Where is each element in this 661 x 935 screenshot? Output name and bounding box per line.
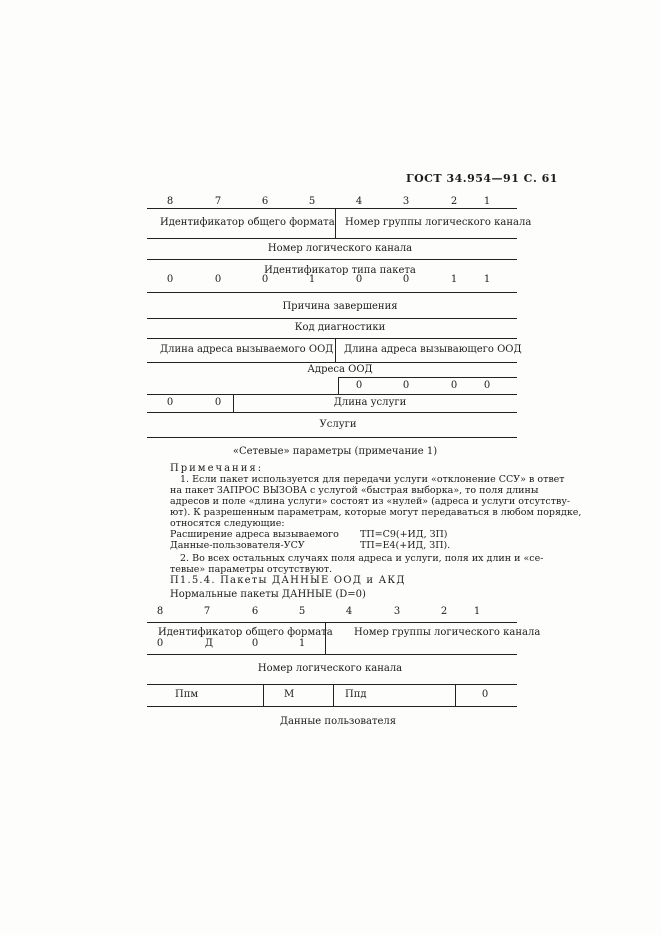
- bit-number: 8: [156, 606, 164, 617]
- table-rule: [147, 208, 517, 209]
- bit-number: 1: [483, 196, 491, 207]
- bit-number: 2: [450, 196, 458, 207]
- table-divider: [233, 394, 234, 412]
- bit-number: 5: [308, 196, 316, 207]
- format-id-cell: Идентификатор общего формата: [160, 217, 335, 228]
- bit-number: 1: [473, 606, 481, 617]
- facilities-cell: Услуги: [319, 419, 357, 430]
- pr-cell: Ппм: [175, 689, 199, 700]
- note-line: относятся следующие:: [170, 518, 285, 529]
- logical-channel-cell: Номер логического канала: [267, 243, 413, 254]
- param-name: Данные-пользователя-УСУ: [170, 540, 305, 551]
- bit-number: 4: [355, 196, 363, 207]
- notes-heading: Примечания:: [170, 463, 264, 474]
- page-header: ГОСТ 34.954—91 С. 61: [406, 172, 558, 185]
- section-title: П1.5.4. Пакеты ДАННЫЕ ООД и АКД: [170, 575, 406, 586]
- address-pad-bit: 0: [402, 380, 410, 391]
- note-line: 1. Если пакет используется для передачи услуги «отклонение ССУ» в ответ: [180, 474, 565, 485]
- table-divider: [335, 208, 336, 238]
- packet-type-bit: 0: [166, 274, 174, 285]
- bit-number: 4: [345, 606, 353, 617]
- note-line: тевые» параметры отсутствуют.: [170, 564, 333, 575]
- format-id-bit: 0: [156, 638, 164, 649]
- format-id-bit: 0: [251, 638, 259, 649]
- param-name: Расширение адреса вызываемого: [170, 529, 339, 540]
- param-value: ТП=С9(+ИД, ЗП): [360, 529, 448, 540]
- bit-number: 6: [251, 606, 259, 617]
- table-rule: [147, 412, 517, 413]
- bit-zero-cell: 0: [481, 689, 489, 700]
- table-rule: [147, 706, 517, 707]
- note-line: на пакет ЗАПРОС ВЫЗОВА с услугой «быстрая выборка», то поля длины: [170, 485, 539, 496]
- user-data-caption: Данные пользователя: [279, 716, 397, 727]
- table-divider: [335, 338, 336, 362]
- bit-number: 2: [440, 606, 448, 617]
- table-divider: [333, 684, 334, 706]
- address-pad-bit: 0: [483, 380, 491, 391]
- param-value: ТП=Е4(+ИД, ЗП).: [360, 540, 451, 551]
- section-subtitle: Нормальные пакеты ДАННЫЕ (D=0): [170, 589, 366, 600]
- packet-type-bit: 0: [402, 274, 410, 285]
- packet-type-bit: 1: [483, 274, 491, 285]
- called-address-length-cell: Длина адреса вызываемого ООД: [160, 344, 334, 355]
- table-divider: [455, 684, 456, 706]
- format-id-cell: Идентификатор общего формата: [158, 627, 333, 638]
- bit-number: 3: [393, 606, 401, 617]
- table-rule: [147, 684, 517, 685]
- format-id-bit: Д: [204, 638, 214, 649]
- table-rule: [147, 259, 517, 260]
- table-rule: [147, 394, 517, 395]
- packet-type-bit: 0: [214, 274, 222, 285]
- table-rule: [147, 238, 517, 239]
- diagnostic-code-cell: Код диагностики: [294, 322, 386, 333]
- note-line: 2. Во всех остальных случаях поля адреса и услуги, поля их длин и «се-: [180, 553, 544, 564]
- table-rule: [147, 338, 517, 339]
- packet-type-title: Идентификатор типа пакета: [264, 265, 416, 276]
- channel-group-cell: Номер группы логического канала: [345, 217, 532, 228]
- bit-number: 7: [214, 196, 222, 207]
- clearing-cause-cell: Причина завершения: [282, 301, 398, 312]
- bit-number: 8: [166, 196, 174, 207]
- format-id-bit: 1: [298, 638, 306, 649]
- bit-number: 6: [261, 196, 269, 207]
- packet-type-bit: 0: [261, 274, 269, 285]
- logical-channel-cell: Номер логического канала: [257, 663, 403, 674]
- calling-address-length-cell: Длина адреса вызывающего ООД: [344, 344, 522, 355]
- ps-cell: Ппд: [345, 689, 367, 700]
- dte-addresses-title: Адреса ООД: [307, 364, 373, 375]
- table-rule: [147, 292, 517, 293]
- packet-type-bit: 1: [308, 274, 316, 285]
- table-divider: [263, 684, 264, 706]
- more-data-cell: М: [284, 689, 295, 700]
- table-rule: [147, 362, 517, 363]
- table-rule: [147, 318, 517, 319]
- table-rule: [147, 654, 517, 655]
- table-rule: [147, 437, 517, 438]
- facility-pad-bit: 0: [166, 397, 174, 408]
- channel-group-cell: Номер группы логического канала: [354, 627, 541, 638]
- bit-number: 5: [298, 606, 306, 617]
- table-rule: [147, 622, 517, 623]
- bit-number: 3: [402, 196, 410, 207]
- note-line: ют). К разрешенным параметрам, которые могут передаваться в любом порядке,: [170, 507, 582, 518]
- packet-type-bit: 1: [450, 274, 458, 285]
- address-pad-bit: 0: [355, 380, 363, 391]
- packet-type-bit: 0: [355, 274, 363, 285]
- facility-pad-bit: 0: [214, 397, 222, 408]
- table-divider: [338, 377, 339, 394]
- address-pad-bit: 0: [450, 380, 458, 391]
- table-rule: [338, 377, 517, 378]
- facility-length-cell: Длина услуги: [333, 397, 407, 408]
- note-line: адресов и поле «длина услуги» состоят из «нулей» (адреса и услуги отсутству-: [170, 496, 571, 507]
- network-params-caption: «Сетевые» параметры (примечание 1): [232, 446, 438, 457]
- bit-number: 7: [203, 606, 211, 617]
